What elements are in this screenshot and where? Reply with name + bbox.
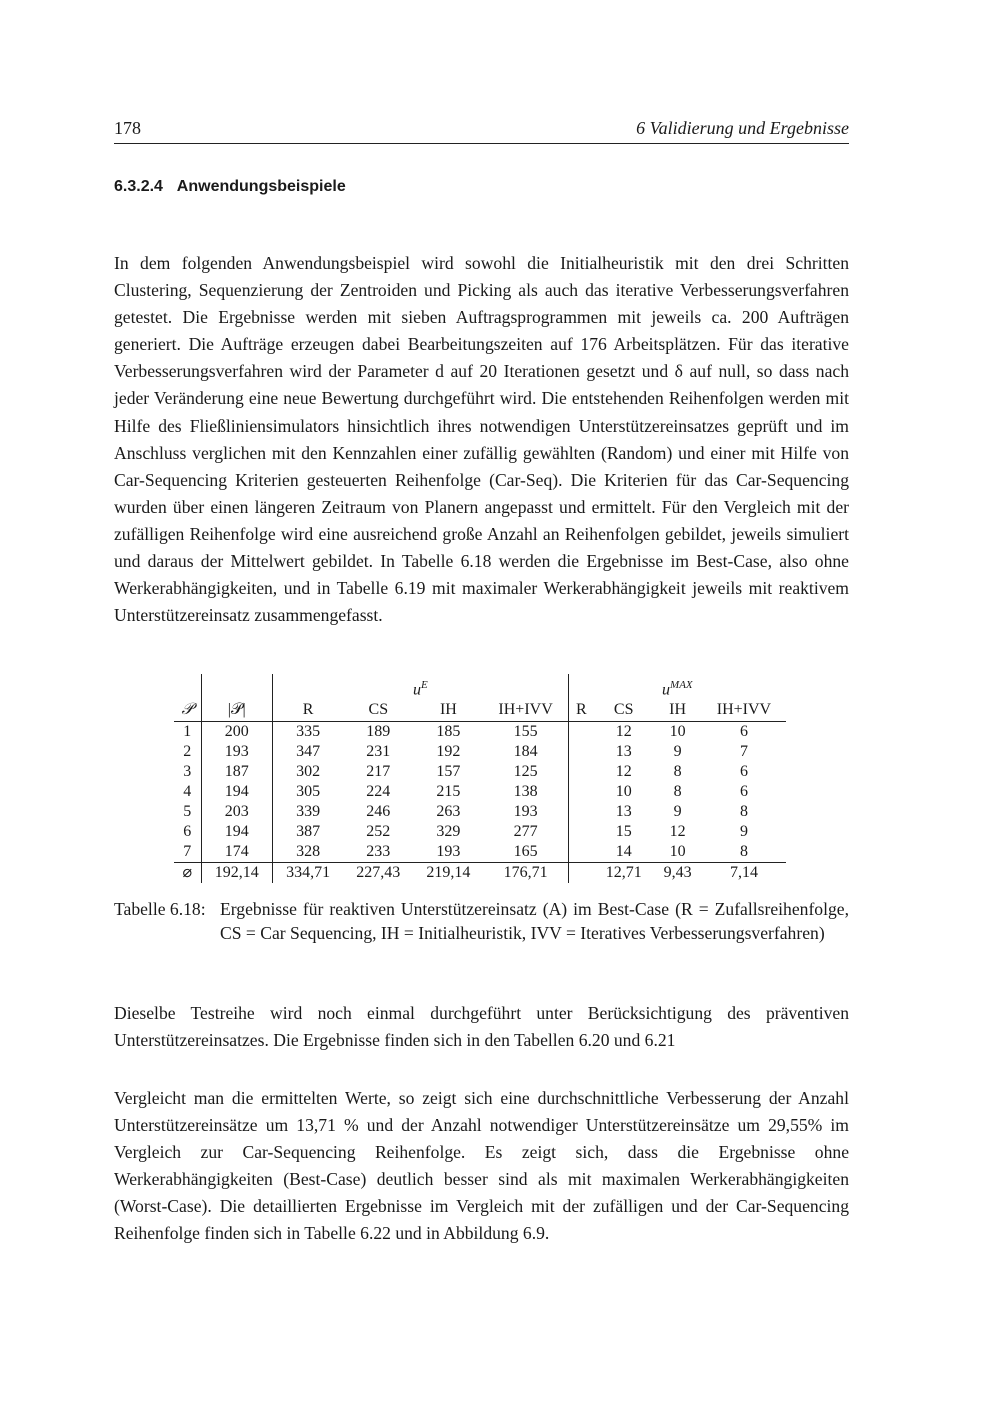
table-cell: 193 [483, 802, 568, 822]
table-cell: 347 [296, 743, 321, 760]
table-cell: 194 [201, 822, 272, 842]
table-cell: 219,14 [413, 863, 483, 884]
table-cell: 14 [615, 843, 632, 860]
table-cell [568, 742, 594, 762]
table-column-header [174, 700, 786, 722]
table-cell: 8 [739, 803, 748, 820]
table-row [174, 782, 786, 802]
table-cell: 12 [615, 763, 632, 780]
table-row [174, 842, 786, 863]
table-row [174, 762, 786, 782]
paragraph-preventive: Dieselbe Testreihe wird noch einmal durchgeführt unter Berücksichtigung des präventiven Unterstützereinsatzes. Die Ergebnisse finden sich in den Tabellen 6.20 und 6.21 [114, 1003, 849, 1051]
table-cell: 339 [296, 803, 321, 820]
table-cell: 5 [174, 802, 201, 822]
table-cell: 138 [483, 782, 568, 802]
table-cell: 227,43 [343, 863, 413, 884]
table-cell: 203 [201, 802, 272, 822]
table-cell: 335 [296, 723, 321, 740]
col-header: R [568, 700, 594, 722]
table-cell: 277 [483, 822, 568, 842]
paragraph-comparison: Vergleicht man die ermittelten Werte, so zeigt sich eine durchschnittliche Verbesserung der Anzahl Unterstützereinsätze um 13,71 % und der Anzahl notwendiger Unterstützereinsätze um 29,55% im Vergleich zur Car-Sequencing Reihenfolge. Es zeigt sich, dass die Ergebnisse ohne Werkerabhängigkeiten (Best-Case) deutlich besser sind als mit maximalen Werkerabhängigkeiten (Worst-Case). Die detaillierten Ergebnisse im Vergleich mit der zufälligen und der Car-Sequencing Reihenfolge finden sich in Tabelle 6.22 und in Abbildung 6.9. [114, 1088, 849, 1244]
table-row [174, 742, 786, 762]
group-umax: $u^{MAX}$ [662, 678, 693, 698]
running-header [114, 116, 849, 144]
section-heading [114, 178, 346, 196]
table-cell: 185 [436, 723, 461, 740]
caption-label: Tabelle 6.18: [114, 899, 206, 919]
table-cell: 174 [201, 842, 272, 863]
table-cell: 233 [366, 843, 391, 860]
table-cell: ⌀ [174, 863, 201, 884]
table-caption [114, 898, 849, 945]
col-header: CS [343, 700, 413, 722]
table-cell: 192,14 [201, 863, 272, 884]
table-cell [568, 782, 594, 802]
table-cell: 246 [366, 803, 391, 820]
table-cell [568, 762, 594, 782]
table-cell: 9 [673, 803, 682, 820]
table-cell: 8 [673, 783, 682, 800]
table-cell: 231 [366, 743, 391, 760]
table-cell: 189 [366, 723, 391, 740]
table-cell: 9 [673, 743, 682, 760]
table-cell: 193 [436, 843, 461, 860]
table-cell: 2 [174, 742, 201, 762]
table-group-header [174, 674, 786, 700]
table-row [174, 802, 786, 822]
table-cell: 192 [436, 743, 461, 760]
table-cell: 7 [174, 842, 201, 863]
table-cell: 165 [483, 842, 568, 863]
results-table [174, 674, 786, 883]
col-header: IH+IVV [483, 700, 568, 722]
page-number: 178 [114, 118, 141, 138]
table-cell: 15 [615, 823, 632, 840]
table-cell: 224 [366, 783, 391, 800]
table-cell: 329 [436, 823, 461, 840]
table-cell: 4 [174, 782, 201, 802]
table-cell: 10 [615, 783, 632, 800]
table-cell: 334,71 [272, 863, 343, 884]
table-cell: 7,14 [702, 863, 786, 884]
table-cell: 12 [669, 823, 686, 840]
table-cell: 6 [739, 763, 748, 780]
table-cell: 194 [201, 782, 272, 802]
table-cell: 6 [739, 723, 748, 740]
table-cell: 3 [174, 762, 201, 782]
table-cell: 252 [366, 823, 391, 840]
table-cell: 215 [436, 783, 461, 800]
table-cell: 187 [201, 762, 272, 782]
table-cell: 7 [739, 743, 748, 760]
table-row [174, 822, 786, 842]
table-cell: 13 [615, 803, 632, 820]
caption-text: Ergebnisse für reaktiven Unterstützereinsatz (A) im Best-Case (R = Zufallsreihenfolge, CS = Car Sequencing, IH = Initialheuristik, IVV = Iteratives Verbesserungsverfahren) [220, 899, 849, 943]
table-cell: 263 [436, 803, 461, 820]
table-cell: 1 [174, 722, 201, 743]
table-cell [568, 822, 594, 842]
table-cell: 217 [366, 763, 391, 780]
table-cell: 8 [739, 843, 748, 860]
section-number: 6.3.2.4 [114, 178, 163, 195]
table-cell: 302 [296, 763, 321, 780]
col-header: |𝒫| [201, 700, 272, 722]
col-header: IH [413, 700, 483, 722]
paragraph-intro: In dem folgenden Anwendungsbeispiel wird sowohl die Initialheuristik mit den drei Schritten Clustering, Sequenzierung der Zentroiden und Picking als auch das iterative Verbesserungsverfahren getestet. Die Ergebnisse werden mit sieben Auftragsprogrammen mit jeweils ca. 200 Aufträgen generiert. Die Aufträge erzeugen dabei Bearbeitungszeiten auf 176 Arbeitsplätzen. Für das iterative Verbesserungsverfahren wird der Parameter d auf 20 Iterationen gesetzt und δ auf null, so dass nach jeder Veränderung eine neue Bewertung durchgeführt wird. Die entstehenden Reihenfolgen werden mit Hilfe des Fließliniensimulators hinsichtlich ihres notwendigen Unterstützereinsatzes geprüft und im Anschluss verglichen mit den Kennzahlen einer zufällig gewählten (Random) und einer mit Hilfe von Car-Sequencing Kriterien gesteuerten Reihenfolge (Car-Seq). Die Kriterien für das Car-Sequencing wurden über einen längeren Zeitraum von Planern angepasst und ermittelt. Für den Vergleich mit der zufälligen Reihenfolge wird eine ausreichend große Anzahl an Reihenfolgen gebildet, jeweils simuliert und daraus der Mittelwert gebildet. In Tabelle 6.18 werden die Ergebnisse im Best-Case, also ohne Werkerabhängigkeiten, und in Tabelle 6.19 mit maximaler Werkerabhängigkeit jeweils mit reaktivem Unterstützereinsatz zusammengefasst. [114, 253, 849, 626]
table-row [174, 722, 786, 743]
col-header: IH+IVV [702, 700, 786, 722]
table-cell: 328 [296, 843, 321, 860]
table-cell: 8 [673, 763, 682, 780]
group-ue: $u^E$ [272, 674, 568, 700]
table-cell: 125 [483, 762, 568, 782]
table-cell: 184 [483, 742, 568, 762]
table-cell: 176,71 [483, 863, 568, 884]
table-cell: 10 [669, 843, 686, 860]
table-cell [568, 722, 594, 743]
table-cell: 9 [739, 823, 748, 840]
table-cell [568, 842, 594, 863]
table-cell [568, 802, 594, 822]
table-cell: 305 [296, 783, 321, 800]
col-header: CS [594, 700, 653, 722]
table-cell: 193 [201, 742, 272, 762]
chapter-title: 6 Validierung und Ergebnisse [636, 118, 849, 138]
table-average-row [174, 863, 786, 884]
table-cell: 6 [739, 783, 748, 800]
table-cell: 9,43 [653, 863, 702, 884]
table-cell: 10 [669, 723, 686, 740]
table-cell: 157 [436, 763, 461, 780]
table-cell [568, 863, 594, 884]
col-header: IH [653, 700, 702, 722]
section-title: Anwendungsbeispiele [176, 178, 346, 195]
table-cell: 12,71 [594, 863, 653, 884]
col-header: 𝒫 [174, 700, 201, 722]
table-cell: 155 [483, 722, 568, 743]
table-cell: 387 [296, 823, 321, 840]
table-cell: 13 [615, 743, 632, 760]
table-cell: 200 [201, 722, 272, 743]
col-header: R [272, 700, 343, 722]
table-cell: 6 [174, 822, 201, 842]
table-cell: 12 [615, 723, 632, 740]
